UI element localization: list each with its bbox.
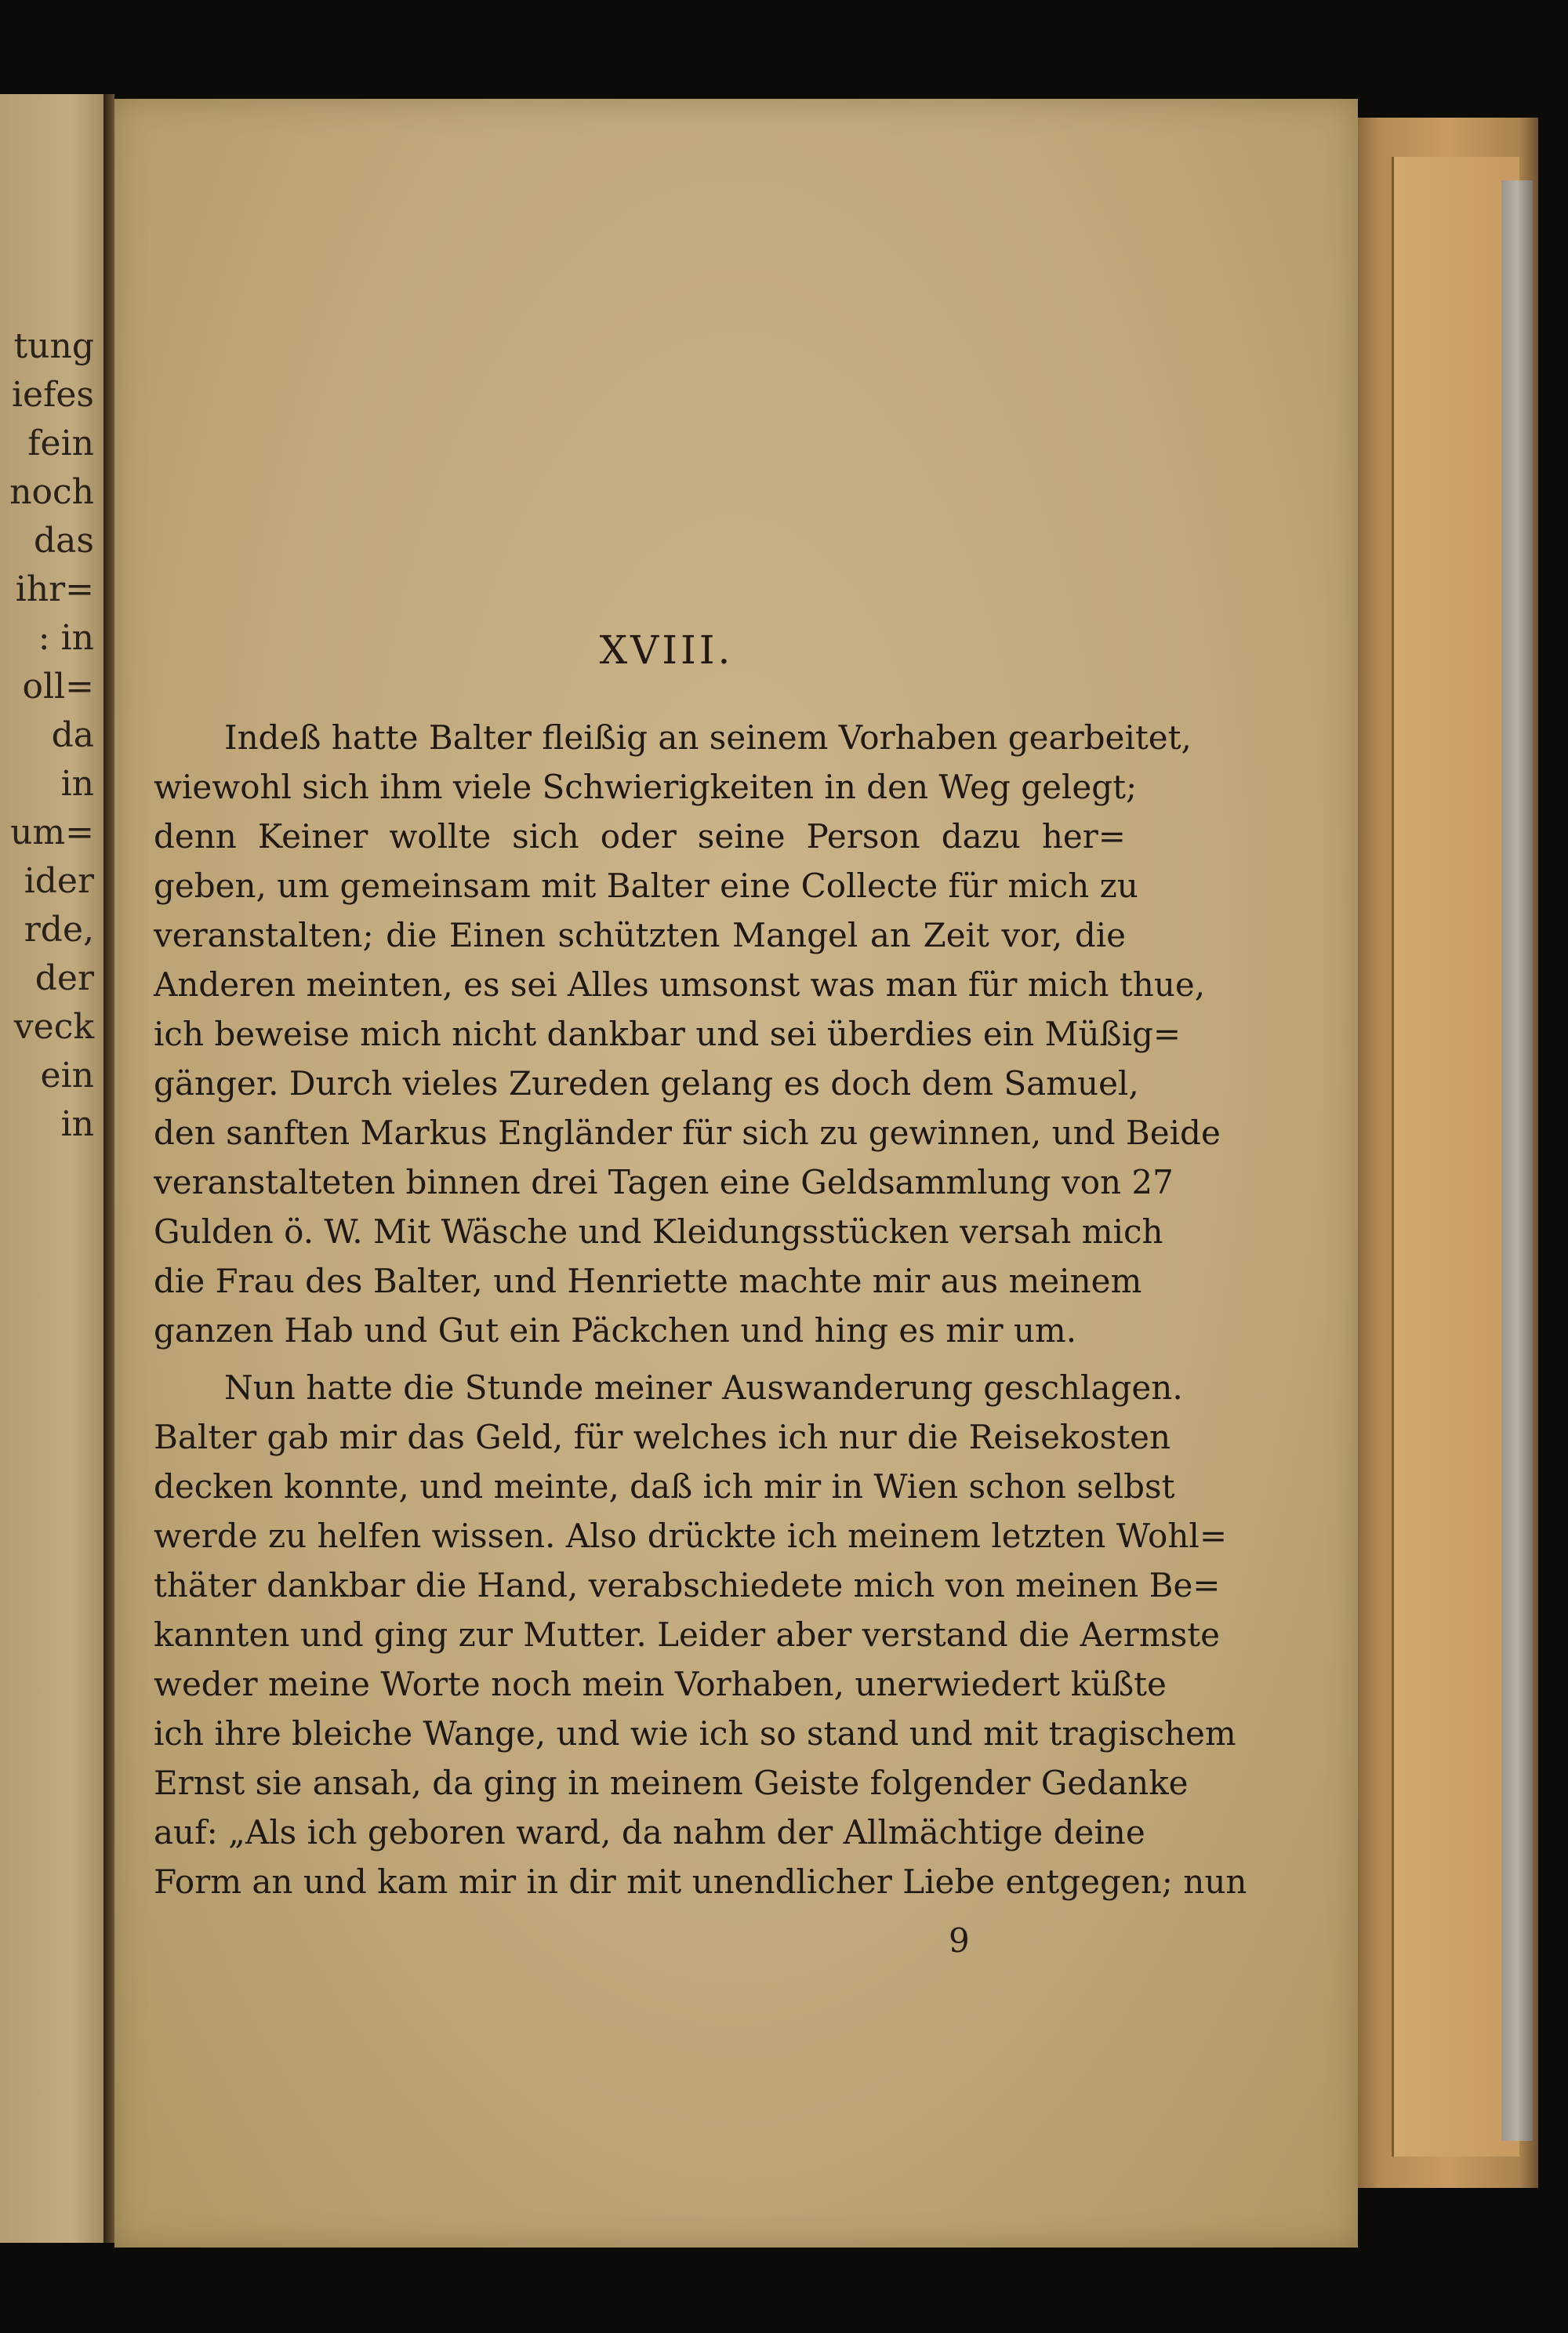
text-line: Anderen meinten, es sei Alles umsonst was man für mich thue,	[154, 965, 1206, 1004]
text-line: geben, um gemeinsam mit Balter eine Collecte für mich zu	[154, 867, 1138, 905]
text-line: decken konnte, und meinte, daß ich mir in Wien schon selbst	[154, 1467, 1175, 1506]
prev-page-fragment: ein	[40, 1056, 94, 1096]
prev-page-fragment: tung	[13, 326, 94, 366]
text-line: kannten und ging zur Mutter. Leider aber verstand die Aermste	[154, 1615, 1220, 1654]
prev-page-fragment: um=	[10, 812, 94, 852]
chapter-heading: XVIII.	[599, 627, 734, 673]
text-line: werde zu helfen wissen. Also drückte ich meinem letzten Wohl=	[154, 1517, 1228, 1555]
text-line: Ernst sie ansah, da ging in meinem Geiste folgender Gedanke	[154, 1764, 1189, 1802]
text-line: ich ihre bleiche Wange, und wie ich so stand und mit tragischem	[154, 1714, 1236, 1753]
text-line: wiewohl sich ihm viele Schwierigkeiten in den Weg gelegt;	[154, 768, 1138, 806]
prev-page-fragment: in	[60, 764, 94, 804]
text-line: Balter gab mir das Geld, für welches ich nur die Reisekosten	[154, 1418, 1171, 1456]
text-line: denn Keiner wollte sich oder seine Person dazu her=	[154, 817, 1126, 856]
book-cover-spine-strip	[1501, 180, 1533, 2141]
prev-page-fragment: ider	[24, 861, 94, 901]
prev-page-fragment: in	[60, 1104, 94, 1144]
text-line: gänger. Durch vieles Zureden gelang es doch dem Samuel,	[154, 1064, 1139, 1103]
text-line: thäter dankbar die Hand, verabschiedete mich von meinen Be=	[154, 1566, 1221, 1604]
previous-page-edge	[0, 94, 103, 2243]
text-line: weder meine Worte noch mein Vorhaben, unerwiedert küßte	[154, 1665, 1167, 1703]
text-line: Form an und kam mir in dir mit unendlicher Liebe entgegen; nun	[154, 1862, 1247, 1901]
text-line: veranstalteten binnen drei Tagen eine Geldsammlung von 27	[154, 1163, 1174, 1201]
prev-page-fragment: noch	[9, 472, 94, 512]
prev-page-fragment: der	[34, 958, 94, 998]
prev-page-fragment: fein	[27, 423, 94, 463]
page-number: 9	[949, 1921, 970, 1960]
prev-page-fragment: rde,	[24, 910, 94, 950]
text-line: veranstalten; die Einen schützten Mangel an Zeit vor, die	[154, 916, 1126, 954]
prev-page-fragment: : in	[38, 618, 94, 658]
text-line: ich beweise mich nicht dankbar und sei überdies ein Müßig=	[154, 1015, 1181, 1053]
text-line: die Frau des Balter, und Henriette machte mir aus meinem	[154, 1262, 1142, 1300]
prev-page-fragment: ihr=	[15, 569, 94, 609]
prev-page-fragment: das	[34, 521, 94, 561]
prev-page-fragment: veck	[13, 1007, 94, 1047]
text-line: den sanften Markus Engländer für sich zu gewinnen, und Beide	[154, 1114, 1221, 1152]
text-line: Indeß hatte Balter fleißig an seinem Vorhaben gearbeitet,	[224, 718, 1192, 757]
prev-page-fragment: da	[51, 715, 94, 755]
book-cover-inner	[1392, 157, 1519, 2157]
text-line: Nun hatte die Stunde meiner Auswanderung geschlagen.	[224, 1368, 1183, 1407]
book-gutter	[103, 94, 114, 2243]
text-line: Gulden ö. W. Mit Wäsche und Kleidungsstücken versah mich	[154, 1212, 1163, 1251]
prev-page-fragment: oll=	[22, 667, 94, 707]
text-line: ganzen Hab und Gut ein Päckchen und hing es mir um.	[154, 1311, 1077, 1350]
prev-page-fragment: iefes	[11, 375, 94, 415]
text-line: auf: „Als ich geboren ward, da nahm der Allmächtige deine	[154, 1813, 1145, 1852]
